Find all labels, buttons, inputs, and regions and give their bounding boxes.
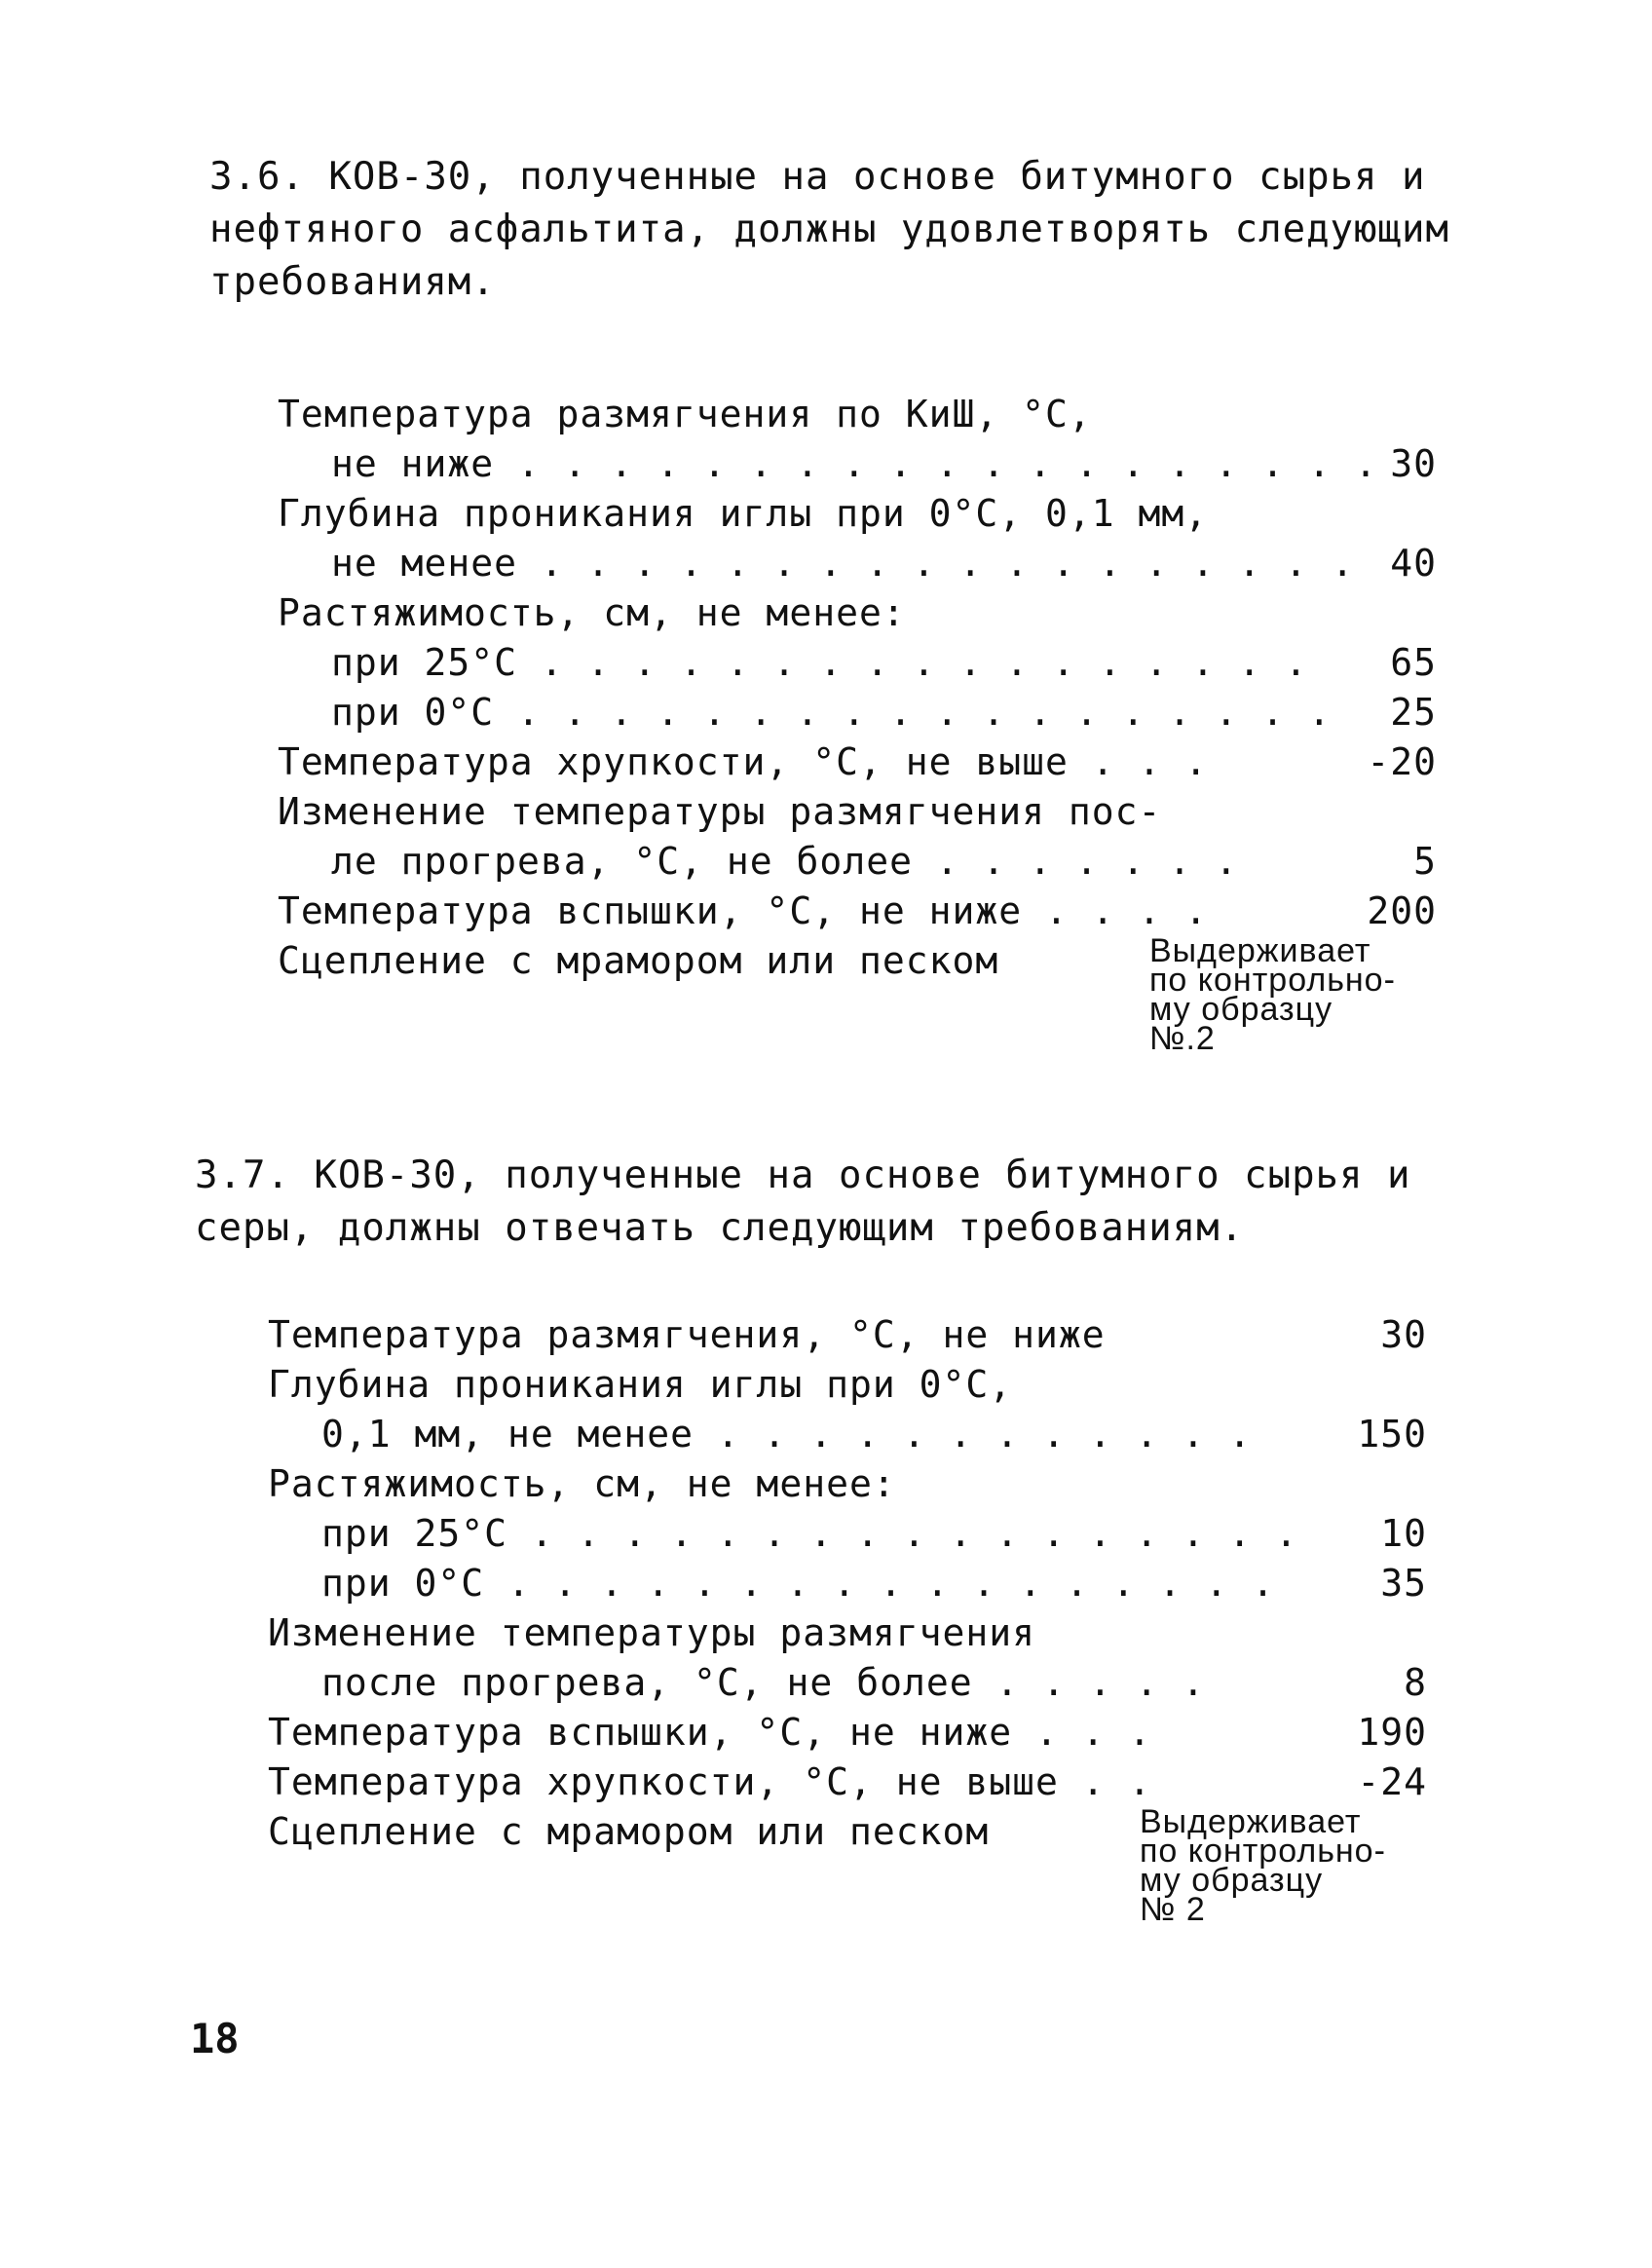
- spec-label: Температура хрупкости, °С, не выше . . .: [278, 740, 1209, 783]
- spec-row: [268, 1410, 1495, 1459]
- adhesion-note-line: му образцу: [1140, 1862, 1324, 1899]
- spec-label: при 25°С . . . . . . . . . . . . . . . . .: [321, 1512, 1298, 1555]
- spec-value: -24: [1357, 1760, 1427, 1803]
- spec-value: 5: [1413, 840, 1437, 883]
- spec-label: не ниже . . . . . . . . . . . . . . . . . . .: [331, 442, 1378, 485]
- spec-row: [278, 539, 1505, 588]
- adhesion-note: [1149, 932, 1396, 1057]
- spec-value: 150: [1357, 1413, 1427, 1455]
- spec-value: 30: [1390, 442, 1437, 485]
- spec-value: 65: [1390, 641, 1437, 684]
- spec-row: [278, 489, 1505, 539]
- spec-value: 35: [1380, 1562, 1427, 1605]
- spec-label: Температура хрупкости, °С, не выше . .: [268, 1760, 1152, 1803]
- spec-label: 0,1 мм, не менее . . . . . . . . . . . .: [321, 1413, 1253, 1455]
- spec-label: Изменение температуры размягчения пос-: [278, 790, 1162, 833]
- spec-value: 8: [1404, 1661, 1427, 1704]
- spec-label: Температура вспышки, °С, не ниже . . .: [268, 1711, 1152, 1754]
- adhesion-note: [1140, 1803, 1386, 1928]
- spec-label: Температура размягчения, °С, не ниже: [268, 1313, 1106, 1356]
- spec-row: [268, 1758, 1495, 1807]
- adhesion-note-line: по контрольно-: [1140, 1833, 1386, 1870]
- adhesion-note-line: № 2: [1140, 1891, 1206, 1928]
- spec-label: Глубина проникания иглы при 0°С,: [268, 1363, 1013, 1406]
- section-3-7-intro: [195, 1150, 1481, 1255]
- spec-label: Растяжимость, см, не менее:: [268, 1462, 896, 1505]
- spec-label: при 0°С . . . . . . . . . . . . . . . . . .: [331, 691, 1332, 734]
- spec-label: при 25°С . . . . . . . . . . . . . . . . .: [331, 641, 1308, 684]
- page-number: 18: [190, 2015, 240, 2062]
- spec-value: 190: [1357, 1711, 1427, 1754]
- spec-row: [278, 688, 1505, 737]
- spec-row: [278, 787, 1505, 837]
- spec-label: Глубина проникания иглы при 0°С, 0,1 мм,: [278, 492, 1209, 535]
- spec-label: ле прогрева, °С, не более . . . . . . .: [331, 840, 1239, 883]
- adhesion-note-line: по контрольно-: [1149, 962, 1396, 999]
- adhesion-note-line: му образцу: [1149, 991, 1333, 1028]
- spec-row: [268, 1608, 1495, 1658]
- spec-label: при 0°С . . . . . . . . . . . . . . . . .: [321, 1562, 1275, 1605]
- spec-label: Изменение температуры размягчения: [268, 1611, 1035, 1654]
- spec-label: не менее . . . . . . . . . . . . . . . . . .: [331, 542, 1355, 585]
- spec-row: [278, 588, 1505, 638]
- adhesion-row: [268, 1803, 1495, 1953]
- spec-row: [268, 1708, 1495, 1758]
- adhesion-label: Сцепление с мрамором или песком: [278, 939, 999, 982]
- spec-row: [268, 1360, 1495, 1410]
- adhesion-note-line: Выдерживает: [1149, 932, 1371, 969]
- section-3-6-intro: [209, 151, 1495, 309]
- adhesion-row: [278, 932, 1505, 1082]
- spec-label: Температура вспышки, °С, не ниже . . . .: [278, 889, 1209, 932]
- spec-label: Растяжимость, см, не менее:: [278, 591, 906, 634]
- adhesion-label: Сцепление с мрамором или песком: [268, 1810, 990, 1853]
- spec-row: [268, 1310, 1495, 1360]
- spec-row: [268, 1559, 1495, 1608]
- spec-row: [278, 837, 1505, 887]
- section-3-7-intro-text: 3.7. КОВ-30, полученные на основе битумного сырья и серы, должны отвечать следующим требованиям.: [195, 1153, 1411, 1250]
- adhesion-note-line: Выдерживает: [1140, 1803, 1362, 1840]
- spec-row: [278, 638, 1505, 688]
- adhesion-note-line: №.2: [1149, 1020, 1216, 1057]
- spec-row: [268, 1459, 1495, 1509]
- spec-row: [278, 887, 1505, 936]
- spec-value: 40: [1390, 542, 1437, 585]
- spec-label: Температура размягчения по КиШ, °С,: [278, 393, 1092, 435]
- spec-value: -20: [1367, 740, 1437, 783]
- spec-value: 10: [1380, 1512, 1427, 1555]
- section-3-6-spec-table: [278, 390, 1505, 1082]
- spec-value: 200: [1367, 889, 1437, 932]
- spec-value: 25: [1390, 691, 1437, 734]
- spec-row: [278, 439, 1505, 489]
- section-3-7-spec-table: [268, 1310, 1495, 1953]
- spec-row: [268, 1658, 1495, 1708]
- spec-row: [278, 737, 1505, 787]
- spec-row: [278, 390, 1505, 439]
- spec-value: 30: [1380, 1313, 1427, 1356]
- spec-row: [268, 1509, 1495, 1559]
- section-3-6-intro-text: 3.6. КОВ-30, полученные на основе битумного сырья и нефтяного асфальтита, должны удовлетворять следующим требованиям.: [209, 155, 1449, 304]
- spec-label: после прогрева, °С, не более . . . . .: [321, 1661, 1206, 1704]
